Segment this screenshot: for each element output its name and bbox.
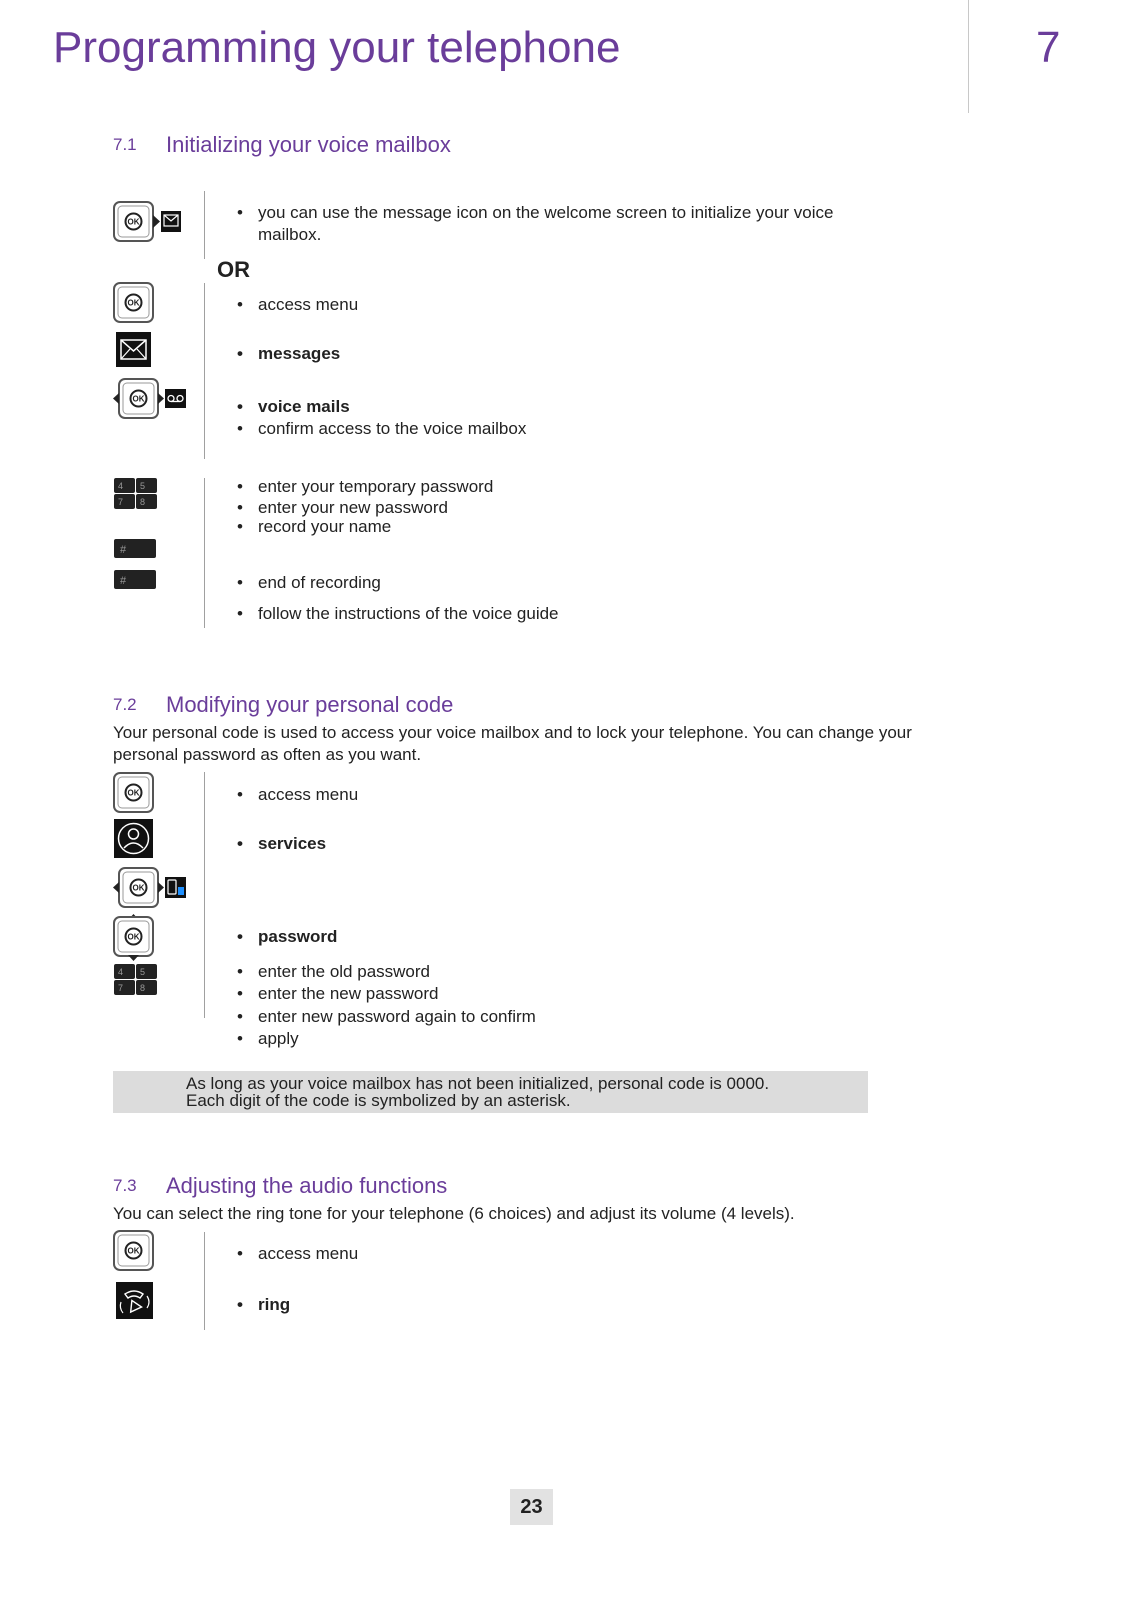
svg-text:#: # [120, 575, 127, 587]
keypad-icon [114, 478, 157, 510]
svg-text:5: 5 [140, 481, 146, 491]
svg-text:7: 7 [118, 497, 124, 507]
hash-key-icon [114, 539, 157, 559]
svg-text:5: 5 [140, 967, 146, 977]
note-text: As long as your voice mailbox has not been initialized, personal code is 0000. [186, 1074, 770, 1093]
section-number: 7.3 [113, 1176, 137, 1195]
svg-text:7: 7 [118, 983, 124, 993]
svg-text:OK: OK [127, 298, 140, 308]
svg-text:OK: OK [127, 217, 140, 227]
or-label: OR [217, 257, 250, 282]
svg-text:#: # [120, 544, 127, 556]
ok-key-icon [113, 772, 155, 814]
step-divider [204, 772, 205, 1018]
step-divider [204, 1232, 205, 1330]
svg-text:OK: OK [132, 394, 145, 404]
step-divider [204, 478, 205, 628]
person-icon [114, 819, 154, 859]
step-divider [204, 283, 205, 459]
svg-text:4: 4 [118, 967, 124, 977]
svg-text:OK: OK [127, 932, 140, 942]
svg-text:4: 4 [118, 481, 124, 491]
keypad-icon [114, 964, 157, 996]
section-title: Initializing your voice mailbox [166, 132, 451, 157]
ok-key-icon [113, 201, 183, 243]
page-title: Programming your telephone [53, 23, 621, 72]
paragraph: personal password as often as you want. [113, 745, 422, 764]
note-text: Each digit of the code is symbolized by an asterisk. [186, 1091, 571, 1110]
svg-text:8: 8 [140, 983, 146, 993]
section-number: 7.1 [113, 135, 137, 154]
chapter-number: 7 [1036, 23, 1061, 72]
ok-key-icon [113, 1230, 155, 1272]
svg-text:8: 8 [140, 497, 146, 507]
ring-icon [116, 1282, 154, 1320]
svg-text:OK: OK [132, 883, 145, 893]
chapter-divider [968, 0, 969, 113]
paragraph: You can select the ring tone for your telephone (6 choices) and adjust its volume (4 levels). [113, 1204, 795, 1223]
envelope-icon [116, 332, 152, 368]
hash-key-icon [114, 570, 157, 590]
phone-info-icon [113, 867, 188, 909]
section-title: Adjusting the audio functions [166, 1173, 448, 1198]
page-number: 23 [510, 1489, 553, 1525]
section-number: 7.2 [113, 695, 137, 714]
voicemail-icon [113, 378, 188, 420]
ok-key-icon [113, 282, 155, 324]
ok-key-icon [113, 914, 155, 962]
paragraph: Your personal code is used to access your voice mailbox and to lock your telephone. You can change your [113, 723, 912, 742]
svg-text:OK: OK [127, 788, 140, 798]
section-title: Modifying your personal code [166, 692, 454, 717]
step-divider [204, 191, 205, 259]
svg-text:OK: OK [127, 1246, 140, 1256]
